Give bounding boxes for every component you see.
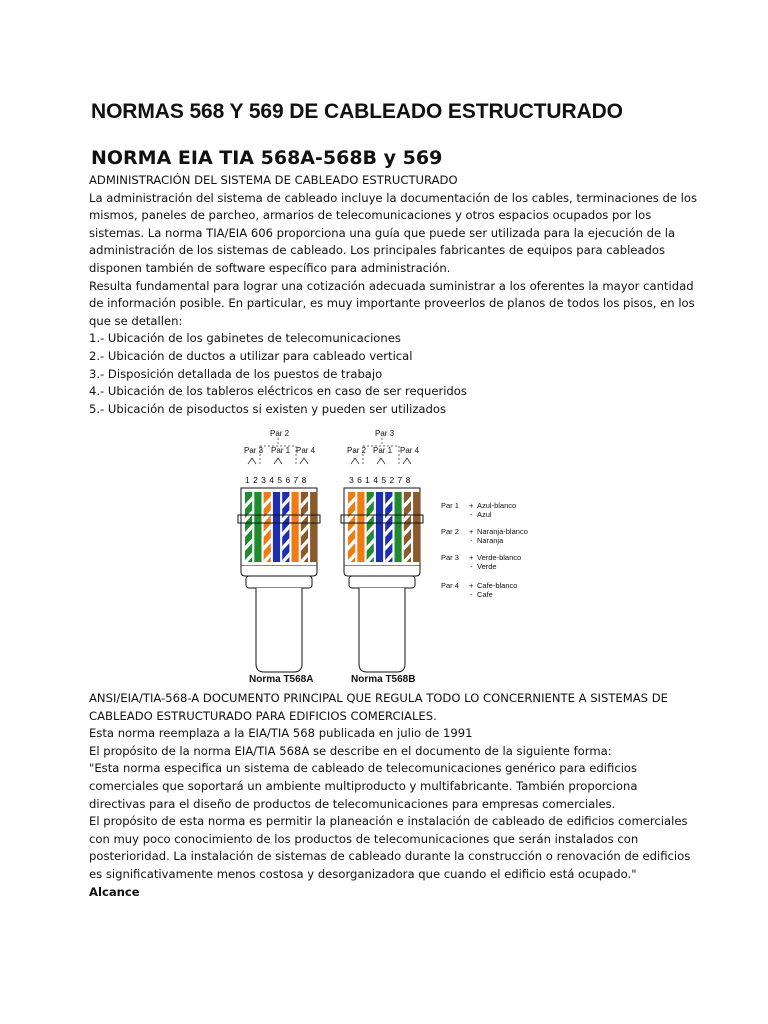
text-line: de información posible. En particular, es muy importante proveerlos de planos de todos los pisos, en los (89, 296, 695, 311)
pair-legend (441, 501, 528, 599)
text-line: posterioridad. La instalación de sistemas de cableado durante la construcción o renovación de edificios (89, 849, 691, 864)
text-line: ADMINISTRACIÓN DEL SISTEMA DE CABLEADO ESTRUCTURADO (89, 173, 458, 187)
svg-text:+: + (469, 501, 474, 510)
wire-orange-white (348, 492, 355, 565)
par-left-label: Par 3 (244, 446, 264, 455)
legend-item-par3 (441, 553, 521, 571)
svg-text:Naranja: Naranja (477, 536, 504, 545)
svg-text:Par 3: Par 3 (441, 553, 459, 562)
text-line: ANSI/EIA/TIA-568-A DOCUMENTO PRINCIPAL QUE REGULA TODO LO CONCERNIENTE A SISTEMAS DE (89, 691, 668, 705)
page-title: NORMAS 568 Y 569 DE CABLEADO ESTRUCTURADO (91, 100, 623, 123)
wire-blue (376, 492, 383, 562)
rj45-wiring-diagram (230, 424, 550, 690)
wire-orange (357, 492, 364, 562)
svg-text:Par 1: Par 1 (441, 501, 459, 510)
par-left-label: Par 2 (347, 446, 367, 455)
par-right-label: Par 4 (400, 446, 420, 455)
par-top-label: Par 3 (375, 429, 395, 438)
text-line: que se detallen: (89, 313, 183, 328)
text-line: Esta norma reemplaza a la EIA/TIA 568 publicada en julio de 1991 (89, 726, 473, 741)
wire-green (254, 492, 261, 562)
connector-t568b (341, 429, 423, 685)
text-line: disponen también de software específico para administración. (89, 260, 451, 275)
wire-brown (413, 492, 420, 562)
section-administracion (89, 172, 698, 418)
svg-text:-: - (470, 562, 473, 571)
wire-blue-white (282, 492, 289, 565)
svg-text:+: + (469, 527, 474, 536)
svg-text:-: - (470, 510, 473, 519)
wire-green-white (367, 492, 374, 565)
text-line: CABLEADO ESTRUCTURADO PARA EDIFICIOS COMERCIALES. (89, 708, 437, 723)
wire-orange (292, 492, 299, 562)
svg-text:-: - (470, 536, 473, 545)
svg-text:+: + (469, 581, 474, 590)
legend-item-par1 (441, 501, 516, 519)
svg-text:Par 4: Par 4 (441, 581, 459, 590)
svg-text:Verde: Verde (477, 562, 497, 571)
svg-text:Par 2: Par 2 (441, 527, 459, 536)
rj45-diagram-svg (230, 424, 550, 686)
text-line: es significativamente menos costosa y desorganizadora que cuando el edificio está ocupado." (89, 866, 637, 881)
wire-brown (310, 492, 317, 562)
caption-t568b: Norma T568B (351, 674, 416, 685)
connector-t568a (238, 429, 320, 685)
list-item: 4.- Ubicación de los tableros eléctricos en caso de ser requeridos (89, 384, 467, 399)
svg-text:Cafe: Cafe (477, 590, 493, 599)
wire-blue (273, 492, 280, 562)
list-item: 1.- Ubicación de los gabinetes de telecomunicaciones (89, 331, 401, 346)
section-heading-alcance: Alcance (89, 884, 140, 899)
text-line: sistemas. La norma TIA/EIA 606 proporciona una guía que puede ser utilizada para la ejecución de la (89, 225, 676, 240)
text-line: administración de los sistemas de cableado. Los principales fabricantes de equipos para cableados (89, 243, 666, 258)
list-item: 5.- Ubicación de pisoductos si existen y pueden ser utilizados (89, 401, 447, 416)
pin-numbers: 3 6 1 4 5 2 7 8 (349, 475, 411, 485)
list-item: 2.- Ubicación de ductos a utilizar para cableado vertical (89, 348, 413, 363)
list-item: 3.- Disposición detallada de los puestos de trabajo (89, 366, 383, 381)
svg-text:Cafe-blanco: Cafe-blanco (477, 581, 518, 590)
pin-numbers: 1 2 3 4 5 6 7 8 (245, 475, 307, 485)
par-mid-label: Par 1 (373, 446, 393, 455)
text-line: mismos, paneles de parcheo, armarios de telecomunicaciones y otros espacios ocupados por los (89, 208, 652, 223)
wire-orange-white (264, 492, 271, 565)
section-ansi-eia-tia-568a (89, 690, 689, 901)
svg-text:Azul-blanco: Azul-blanco (477, 501, 517, 510)
legend-item-par2 (441, 527, 528, 545)
svg-text:Naranja-blanco: Naranja-blanco (477, 527, 528, 536)
page-subtitle: NORMA EIA TIA 568A-568B y 569 (91, 147, 443, 169)
text-line: directivas para el diseño de productos de telecomunicaciones para empresas comerciales. (89, 796, 616, 811)
wire-blue-white (385, 492, 392, 565)
wire-green-white (245, 492, 252, 565)
wire-green (395, 492, 402, 562)
text-line: Resulta fundamental para lograr una cotización adecuada suministrar a los oferentes la mayor cantidad (89, 278, 694, 293)
legend-item-par4 (441, 581, 517, 599)
par-right-label: Par 4 (296, 446, 316, 455)
svg-text:-: - (470, 590, 473, 599)
par-top-label: Par 2 (270, 429, 290, 438)
par-mid-label: Par 1 (271, 446, 291, 455)
text-line: El propósito de esta norma es permitir la planeación e instalación de cableado de edificios comerciales (89, 814, 688, 829)
text-line: "Esta norma especifica un sistema de cableado de telecomunicaciones genérico para edificios (89, 761, 638, 776)
text-line: comerciales que soportará un ambiente multiproducto y multifabricante. También proporciona (89, 778, 638, 793)
text-line: con muy poco conocimiento de los productos de telecomunicaciones que serán instalados con (89, 831, 639, 846)
wire-brown-white (404, 492, 411, 565)
text-line: La administración del sistema de cableado incluye la documentación de los cables, terminaciones de los (89, 190, 698, 205)
text-line: El propósito de la norma EIA/TIA 568A se describe en el documento de la siguiente forma: (89, 743, 612, 758)
svg-text:Verde-blanco: Verde-blanco (477, 553, 522, 562)
caption-t568a: Norma T568A (249, 674, 314, 685)
svg-text:Azul: Azul (477, 510, 492, 519)
svg-text:+: + (469, 553, 474, 562)
wire-brown-white (301, 492, 308, 565)
